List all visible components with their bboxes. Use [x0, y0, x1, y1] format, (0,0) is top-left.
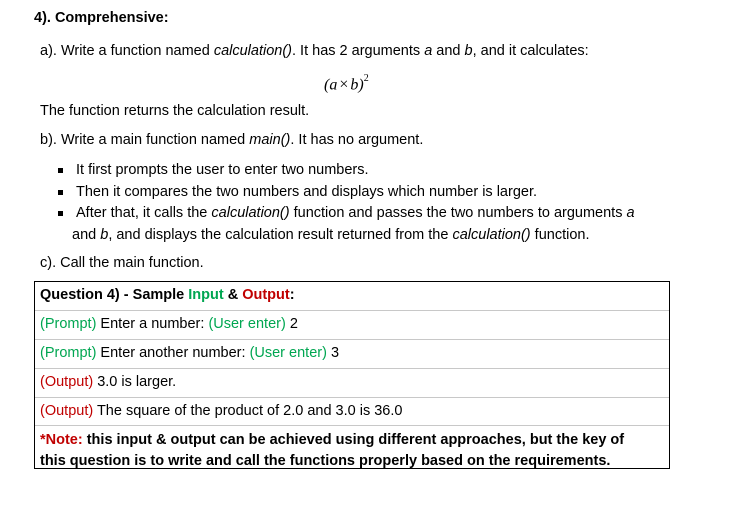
output-text: The square of the product of 2.0 and 3.0 is 36.0 — [93, 403, 403, 419]
bullet-text: It first prompts the user to enter two numbers. — [76, 162, 369, 178]
bullet-3-arg-a: a — [626, 205, 635, 221]
part-b-instruction — [40, 131, 423, 149]
sample-line-output-2 — [40, 402, 402, 420]
sample-io-box — [34, 281, 670, 469]
user-value: 3 — [326, 345, 340, 361]
part-a-middle: . It has 2 arguments — [292, 43, 425, 59]
bullet-3-suffix: function. — [530, 226, 590, 243]
part-a-and: and — [432, 43, 465, 59]
prompt-text: Enter another number: — [96, 345, 250, 361]
user-value: 2 — [285, 316, 298, 332]
sample-line-prompt-1 — [40, 315, 298, 333]
bullet-item — [55, 160, 685, 182]
output-text: 3.0 is larger. — [93, 374, 177, 390]
part-a-instruction — [40, 42, 589, 60]
divider — [35, 397, 669, 398]
user-enter-tag: (User enter) — [249, 345, 327, 361]
formula-operator: × — [339, 76, 349, 94]
formula-exponent: 2 — [363, 73, 369, 84]
section-heading: 4). Comprehensive: — [34, 10, 169, 26]
bullet-3-function-name-2: calculation() — [452, 226, 531, 243]
part-b-prefix: b). Write a main function named — [40, 132, 250, 148]
sample-title-output: Output — [242, 287, 290, 303]
divider — [35, 425, 669, 426]
bullet-item — [55, 203, 685, 246]
part-b-function-name: main() — [249, 132, 291, 148]
divider — [35, 310, 669, 311]
note-tag: *Note: — [40, 432, 83, 448]
formula-open: (a — [324, 76, 338, 94]
returns-text: The function returns the calculation result. — [40, 103, 310, 119]
square-bullet-icon — [58, 211, 63, 216]
sample-title-colon: : — [289, 287, 295, 303]
prompt-tag: (Prompt) — [40, 345, 97, 361]
bullet-3-function-name: calculation() — [211, 205, 290, 221]
user-enter-tag: (User enter) — [208, 316, 286, 332]
bullet-item — [55, 182, 685, 204]
part-a-arg-a: a — [424, 43, 433, 59]
prompt-tag: (Prompt) — [40, 316, 97, 332]
bullet-3-middle: function and passes the two numbers to arguments — [289, 205, 627, 221]
bullet-3-arg-b: b — [100, 226, 109, 243]
bullet-3-and: and — [72, 226, 101, 243]
square-bullet-icon — [58, 168, 63, 173]
square-bullet-icon — [58, 190, 63, 195]
sample-line-output-1 — [40, 373, 176, 391]
divider — [35, 368, 669, 369]
sample-line-prompt-2 — [40, 344, 339, 362]
part-a-suffix: , and it calculates: — [472, 43, 589, 59]
sample-note — [40, 430, 650, 472]
bullet-3-middle2: , and displays the calculation result returned from the — [108, 226, 453, 243]
part-a-prefix: a). Write a function named — [40, 43, 214, 59]
sample-title-amp: & — [223, 287, 243, 303]
part-a-arg-b: b — [464, 43, 473, 59]
prompt-text: Enter a number: — [96, 316, 209, 332]
output-tag: (Output) — [40, 403, 94, 419]
sample-title — [40, 286, 295, 304]
part-c-instruction: c). Call the main function. — [40, 255, 204, 271]
note-text: this input & output can be achieved using different approaches, but the key of this question is to write and call the functions properly based on the requirements. — [40, 432, 625, 469]
sample-title-prefix: Question 4) - Sample — [40, 287, 189, 303]
bullet-3-prefix: After that, it calls the — [76, 205, 212, 221]
formula-close: b) — [350, 76, 364, 94]
formula — [324, 72, 369, 94]
bullet-list — [55, 160, 685, 246]
part-b-suffix: . It has no argument. — [290, 132, 424, 148]
divider — [35, 339, 669, 340]
bullet-text: Then it compares the two numbers and displays which number is larger. — [76, 183, 537, 200]
part-a-function-name: calculation() — [213, 43, 292, 59]
sample-title-input: Input — [188, 287, 224, 303]
output-tag: (Output) — [40, 374, 94, 390]
